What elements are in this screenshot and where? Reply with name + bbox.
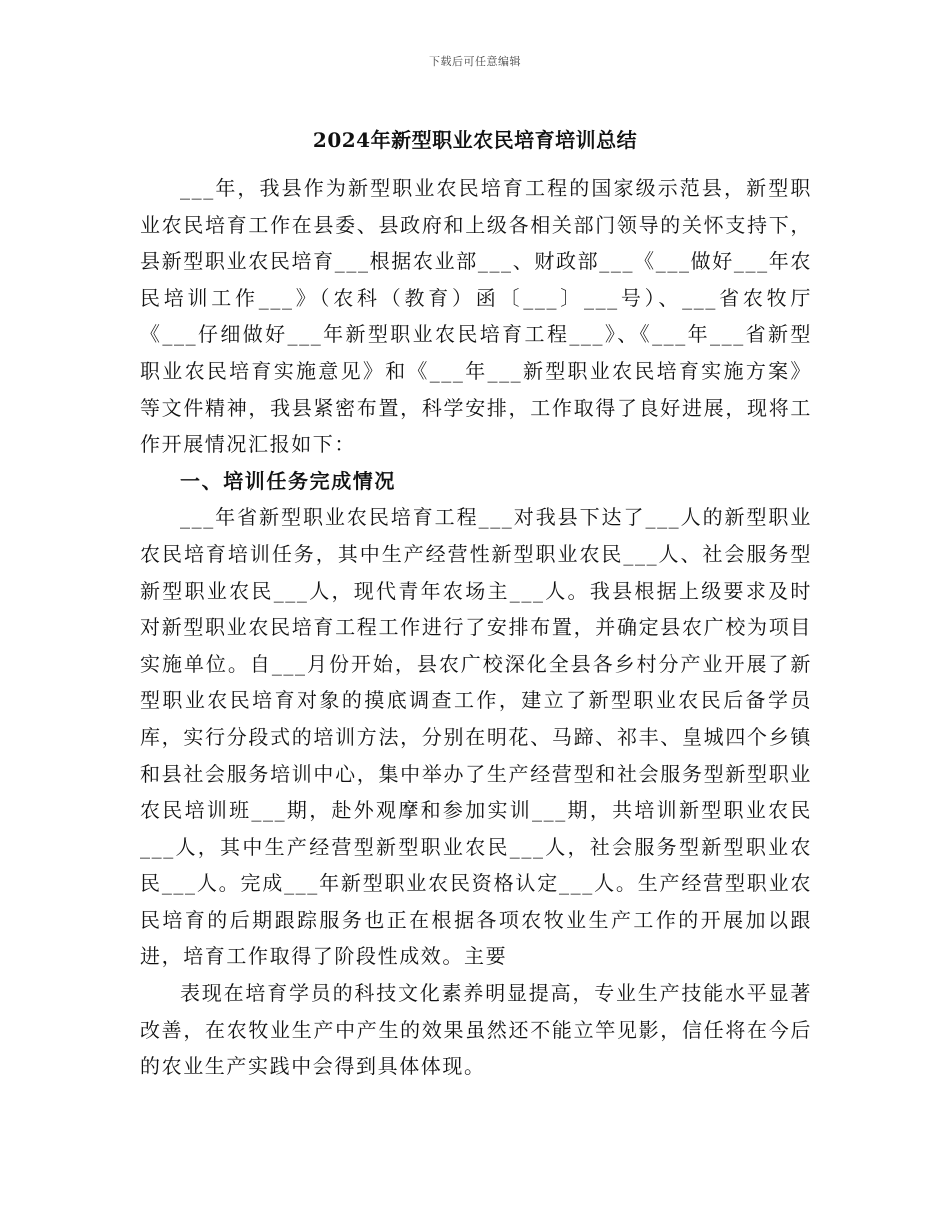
body-paragraph: ___年省新型职业农民培育工程___对我县下达了___人的新型职业农民培育培训任务，其中生产经营性新型职业农民___人、社会服务型新型职业农民___人，现代青年农场主___人。我县根据上级要求及时对新型职业农民培育工程工作进行了安排布置，并确定县农广校为项目实施单位。自___月份开始，县农广校深化全县各乡村分产业开展了新型职业农民培育对象的摸底调查工作，建立了新型职业农民后备学员库，实行分段式的培训方法，分别在明花、马蹄、祁丰、皇城四个乡镇和县社会服务培训中心，集中举办了生产经营型和社会服务型新型职业农民培训班___期，赴外观摩和参加实训___期，共培训新型职业农民___人，其中生产经营型新型职业农民___人，社会服务型新型职业农民___人。完成___年新型职业农民资格认定___人。生产经营型职业农民培育的后期跟踪服务也正在根据各项农牧业生产工作的开展加以跟进，培育工作取得了阶段性成效。主要: [140, 505, 812, 969]
document-title: 2024年新型职业农民培育培训总结: [312, 128, 638, 152]
body-paragraph: 表现在培育学员的科技文化素养明显提高，专业生产技能水平显著改善，在农牧业生产中产生的效果虽然还不能立竿见影，信任将在今后的农业生产实践中会得到具体体现。: [140, 981, 812, 1079]
section-heading: 一、培训任务完成情况: [180, 468, 396, 493]
intro-paragraph: ___年，我县作为新型职业农民培育工程的国家级示范县，新型职业农民培育工作在县委、县政府和上级各相关部门领导的关怀支持下，县新型职业农民培育___根据农业部___、财政部___《___做好___年农民培训工作___》（农科（教育）函〔___〕___号）、___省农牧厅《___仔细做好___年新型职业农民培育工程___》、《___年___省新型职业农民培育实施意见》和《___年___新型职业农民培育实施方案》等文件精神，我县紧密布置，科学安排，工作取得了良好进展，现将工作开展情况汇报如下：: [140, 176, 812, 457]
header-note: 下载后可任意编辑: [429, 55, 521, 68]
document-body: [140, 170, 812, 1085]
